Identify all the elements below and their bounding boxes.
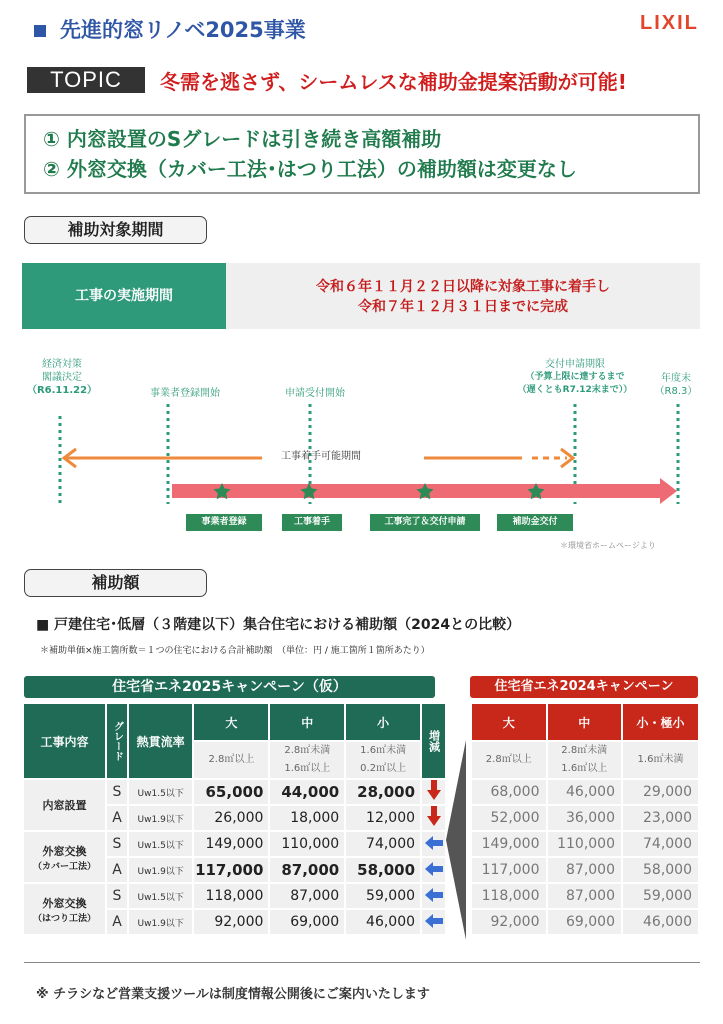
page-title: 先進的窓リノベ2025事業 [60, 18, 306, 42]
table-row [471, 805, 699, 831]
grade-cell: S [106, 779, 128, 805]
table-row [471, 883, 699, 909]
value-cell: 87,000 [547, 883, 623, 909]
footer-note: ※ チラシなど営業支援ツールは制度情報公開後にご案内いたします [36, 987, 430, 1002]
value-cell: 118,000 [193, 883, 269, 909]
header-mid-2024: 中 [547, 703, 623, 741]
topic-badge: TOPIC [27, 67, 145, 93]
period-label: 工事の実施期間 [22, 263, 226, 329]
step-subsidy-payment: 補助金交付 [497, 514, 573, 531]
period-line-1: 令和６年１１月２２日以降に対象工事に着手し [316, 279, 610, 295]
footer-divider [24, 962, 700, 963]
milestone-application-start: 申請受付開始 [285, 388, 345, 399]
value-cell: 58,000 [622, 857, 699, 883]
grade-cell: S [106, 831, 128, 857]
table-row [23, 883, 446, 909]
value-cell: 87,000 [269, 857, 345, 883]
value-cell: 117,000 [471, 857, 547, 883]
u-value-cell: Uw1.5以下 [128, 883, 193, 909]
down-arrow-icon [421, 805, 446, 831]
value-cell: 23,000 [622, 805, 699, 831]
sub-small: 1.6㎡未満 0.2㎡以上 [345, 741, 421, 779]
value-cell: 18,000 [269, 805, 345, 831]
value-cell: 12,000 [345, 805, 421, 831]
value-cell: 110,000 [547, 831, 623, 857]
u-value-cell: Uw1.9以下 [128, 857, 193, 883]
key-point-2: ② 外窓交換（カバー工法･はつり工法）の補助額は変更なし [43, 157, 577, 181]
title-bullet [34, 25, 46, 37]
sub-mid: 2.8㎡未満 1.6㎡以上 [269, 741, 345, 779]
value-cell: 65,000 [193, 779, 269, 805]
subsidy-table-2024 [470, 702, 700, 936]
header-mid: 中 [269, 703, 345, 741]
header-grade: グレード [106, 703, 128, 779]
brand-logo: LIXIL [640, 12, 699, 34]
left-arrow-icon [421, 831, 446, 857]
left-arrow-icon [421, 857, 446, 883]
value-cell: 29,000 [622, 779, 699, 805]
value-cell: 87,000 [269, 883, 345, 909]
value-cell: 149,000 [193, 831, 269, 857]
value-cell: 44,000 [269, 779, 345, 805]
step-registration: 事業者登録 [186, 514, 262, 531]
table-row [471, 909, 699, 935]
header-u-value: 熱貫流率 [128, 703, 193, 779]
value-cell: 69,000 [547, 909, 623, 935]
value-cell: 26,000 [193, 805, 269, 831]
value-cell: 28,000 [345, 779, 421, 805]
subsidy-subtitle: ■ 戸建住宅･低層（３階建以下）集合住宅における補助額（2024との比較） [36, 617, 521, 633]
value-cell: 36,000 [547, 805, 623, 831]
grade-cell: S [106, 883, 128, 909]
table-row [471, 857, 699, 883]
value-cell: 87,000 [547, 857, 623, 883]
period-value [226, 263, 700, 329]
value-cell: 149,000 [471, 831, 547, 857]
value-cell: 46,000 [622, 909, 699, 935]
value-cell: 68,000 [471, 779, 547, 805]
table-row [471, 779, 699, 805]
campaign-2024-title: 住宅省エネ2024キャンペーン [470, 676, 698, 698]
header-work: 工事内容 [23, 703, 106, 779]
step-completion-application: 工事完了＆交付申請 [370, 514, 480, 531]
u-value-cell: Uw1.9以下 [128, 805, 193, 831]
value-cell: 74,000 [622, 831, 699, 857]
value-cell: 118,000 [471, 883, 547, 909]
subsidy-note: ＊補助単価×施工箇所数＝１つの住宅における合計補助額 （単位：円 / 施工箇所１箇所あたり） [40, 646, 430, 656]
down-arrow-icon [421, 779, 446, 805]
category-cover-method: 外窓交換 （カバー工法） [23, 831, 106, 883]
left-arrow-icon [421, 909, 446, 935]
table-row [23, 831, 446, 857]
value-cell: 58,000 [345, 857, 421, 883]
sub-large-2024: 2.8㎡以上 [471, 741, 547, 779]
topic-headline: 冬需を逃さず、シームレスな補助金提案活動が可能! [160, 70, 627, 94]
key-point-1: ① 内窓設置のSグレードは引き続き高額補助 [43, 127, 442, 151]
category-chipping-method: 外窓交換 （はつり工法） [23, 883, 106, 935]
milestone-fiscal-year-end: 年度末 （R8.3） [654, 373, 698, 397]
value-cell: 46,000 [345, 909, 421, 935]
milestone-application-deadline: 交付申請期限 （予算上限に達するまで （遅くともR7.12末まで）） [517, 359, 633, 395]
u-value-cell: Uw1.9以下 [128, 909, 193, 935]
grade-cell: A [106, 909, 128, 935]
value-cell: 52,000 [471, 805, 547, 831]
subsidy-section-heading: 補助額 [24, 569, 207, 597]
subsidy-table-2025 [22, 702, 447, 936]
value-cell: 59,000 [622, 883, 699, 909]
value-cell: 46,000 [547, 779, 623, 805]
header-small: 小 [345, 703, 421, 741]
comparison-wedge [446, 740, 468, 940]
header-small-2024: 小・極小 [622, 703, 699, 741]
u-value-cell: Uw1.5以下 [128, 779, 193, 805]
header-large-2024: 大 [471, 703, 547, 741]
key-points-box [24, 114, 700, 194]
grade-cell: A [106, 805, 128, 831]
value-cell: 110,000 [269, 831, 345, 857]
pink-bar-head [660, 478, 677, 504]
sub-mid-2024: 2.8㎡未満 1.6㎡以上 [547, 741, 623, 779]
left-arrow-icon [421, 883, 446, 909]
period-line-2: 令和７年１２月３１日までに完成 [358, 299, 568, 315]
header-large: 大 [193, 703, 269, 741]
period-section-heading: 補助対象期間 [24, 216, 207, 244]
milestone-registration-start: 事業者登録開始 [150, 388, 220, 399]
grade-cell: A [106, 857, 128, 883]
milestone-cabinet-decision: 経済対策 閣議決定 （R6.11.22） [26, 359, 98, 396]
step-construction-start: 工事着手 [282, 514, 342, 531]
value-cell: 92,000 [471, 909, 547, 935]
construction-period-label: 工事着手可能期間 [281, 451, 361, 462]
sub-large: 2.8㎡以上 [193, 741, 269, 779]
value-cell: 74,000 [345, 831, 421, 857]
value-cell: 117,000 [193, 857, 269, 883]
table-row [471, 831, 699, 857]
value-cell: 92,000 [193, 909, 269, 935]
campaign-2025-title: 住宅省エネ2025キャンペーン（仮） [24, 676, 435, 698]
header-change: 増減 [421, 703, 446, 779]
value-cell: 59,000 [345, 883, 421, 909]
table-row [23, 779, 446, 805]
pink-bar [172, 484, 660, 498]
sub-small-2024: 1.6㎡未満 [622, 741, 699, 779]
source-note: ＊環境省ホームページより [560, 541, 656, 550]
category-inner-window: 内窓設置 [23, 779, 106, 831]
value-cell: 69,000 [269, 909, 345, 935]
u-value-cell: Uw1.5以下 [128, 831, 193, 857]
